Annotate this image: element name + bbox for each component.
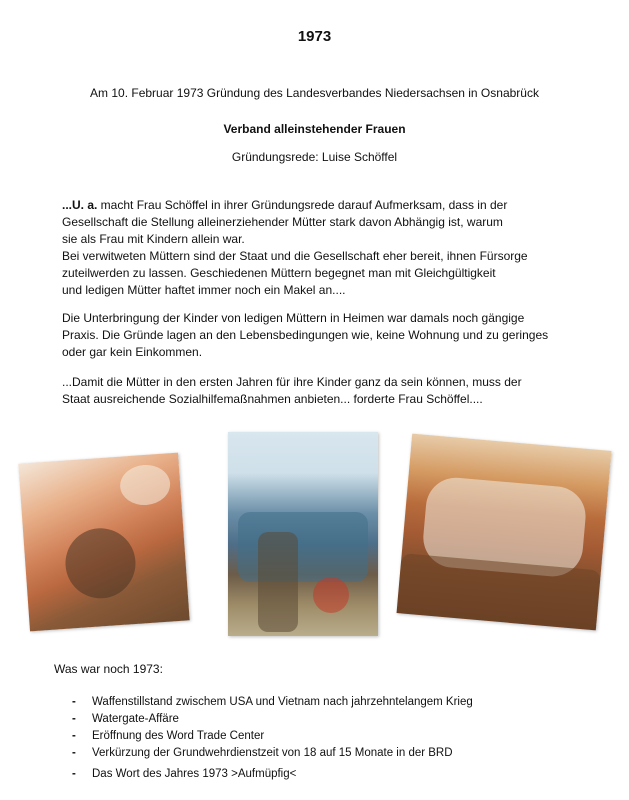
photo-people: [63, 526, 138, 601]
paragraph-line: [62, 197, 582, 214]
list-item: - Waffenstillstand zwischem USA und Vietnam nach jahrzehntelangem Krieg: [72, 694, 592, 711]
photo-wheel: [313, 577, 349, 613]
paragraph-line: und ledigen Mütter haftet immer noch ein Makel an....: [62, 283, 346, 297]
list-item: - Watergate-Affäre: [72, 711, 592, 728]
paragraph-line: Bei verwitweten Müttern sind der Staat und die Gesellschaft eher bereit, ihnen Fürsorge: [62, 249, 528, 263]
paragraph-line: oder gar kein Einkommen.: [62, 345, 203, 359]
photo-window: [119, 463, 172, 506]
paragraph-line: zuteilwerden zu lassen. Geschiedenen Müttern begegnet man mit Gleichgültigkeit: [62, 266, 496, 280]
paragraph-line: Die Unterbringung der Kinder von ledigen Müttern in Heimen war damals noch gängige: [62, 311, 525, 325]
founding-subtitle: Am 10. Februar 1973 Gründung des Landesverbandes Niedersachsen in Osnabrück: [90, 86, 539, 100]
organization-name: Verband alleinstehender Frauen: [223, 122, 406, 136]
paragraph-welfare-demand: [62, 374, 582, 408]
list-item: - Das Wort des Jahres 1973 >Aufmüpfig<: [72, 766, 592, 783]
paragraph-line: Staat ausreichende Sozialhilfemaßnahmen anbieten... forderte Frau Schöffel....: [62, 392, 483, 406]
photo-group-in-meadow: [397, 434, 612, 631]
photo-group-at-house: [18, 453, 189, 632]
list-item: - Verkürzung der Grundwehrdienstzeit von 18 auf 15 Monate in der BRD: [72, 745, 592, 762]
photo-children-on-bus: [228, 432, 378, 636]
paragraph-speech-intro: [62, 197, 582, 299]
line-text: macht Frau Schöffel in ihrer Gründungsrede darauf Aufmerksam, dass in der: [97, 198, 508, 212]
paragraph-line: Praxis. Die Gründe lagen an den Lebensbedingungen wie, keine Wohnung und zu geringes: [62, 328, 549, 342]
paragraph-line: Gesellschaft die Stellung alleinerziehender Mütter stark davon Abhängig ist, warum: [62, 215, 503, 229]
paragraph-line: ...Damit die Mütter in den ersten Jahren für ihre Kinder ganz da sein können, muss der: [62, 375, 522, 389]
page-title: 1973: [297, 28, 332, 45]
events-list: [72, 694, 592, 783]
speech-credit: Gründungsrede: Luise Schöffel: [231, 150, 398, 164]
list-item: - Eröffnung des Word Trade Center: [72, 728, 592, 745]
paragraph-line: sie als Frau mit Kindern allein war.: [62, 232, 245, 246]
paragraph-children-homes: [62, 310, 582, 361]
more-events-heading: Was war noch 1973:: [54, 662, 163, 676]
lead-text: ...U. a.: [62, 198, 98, 212]
photo-children: [258, 532, 298, 632]
